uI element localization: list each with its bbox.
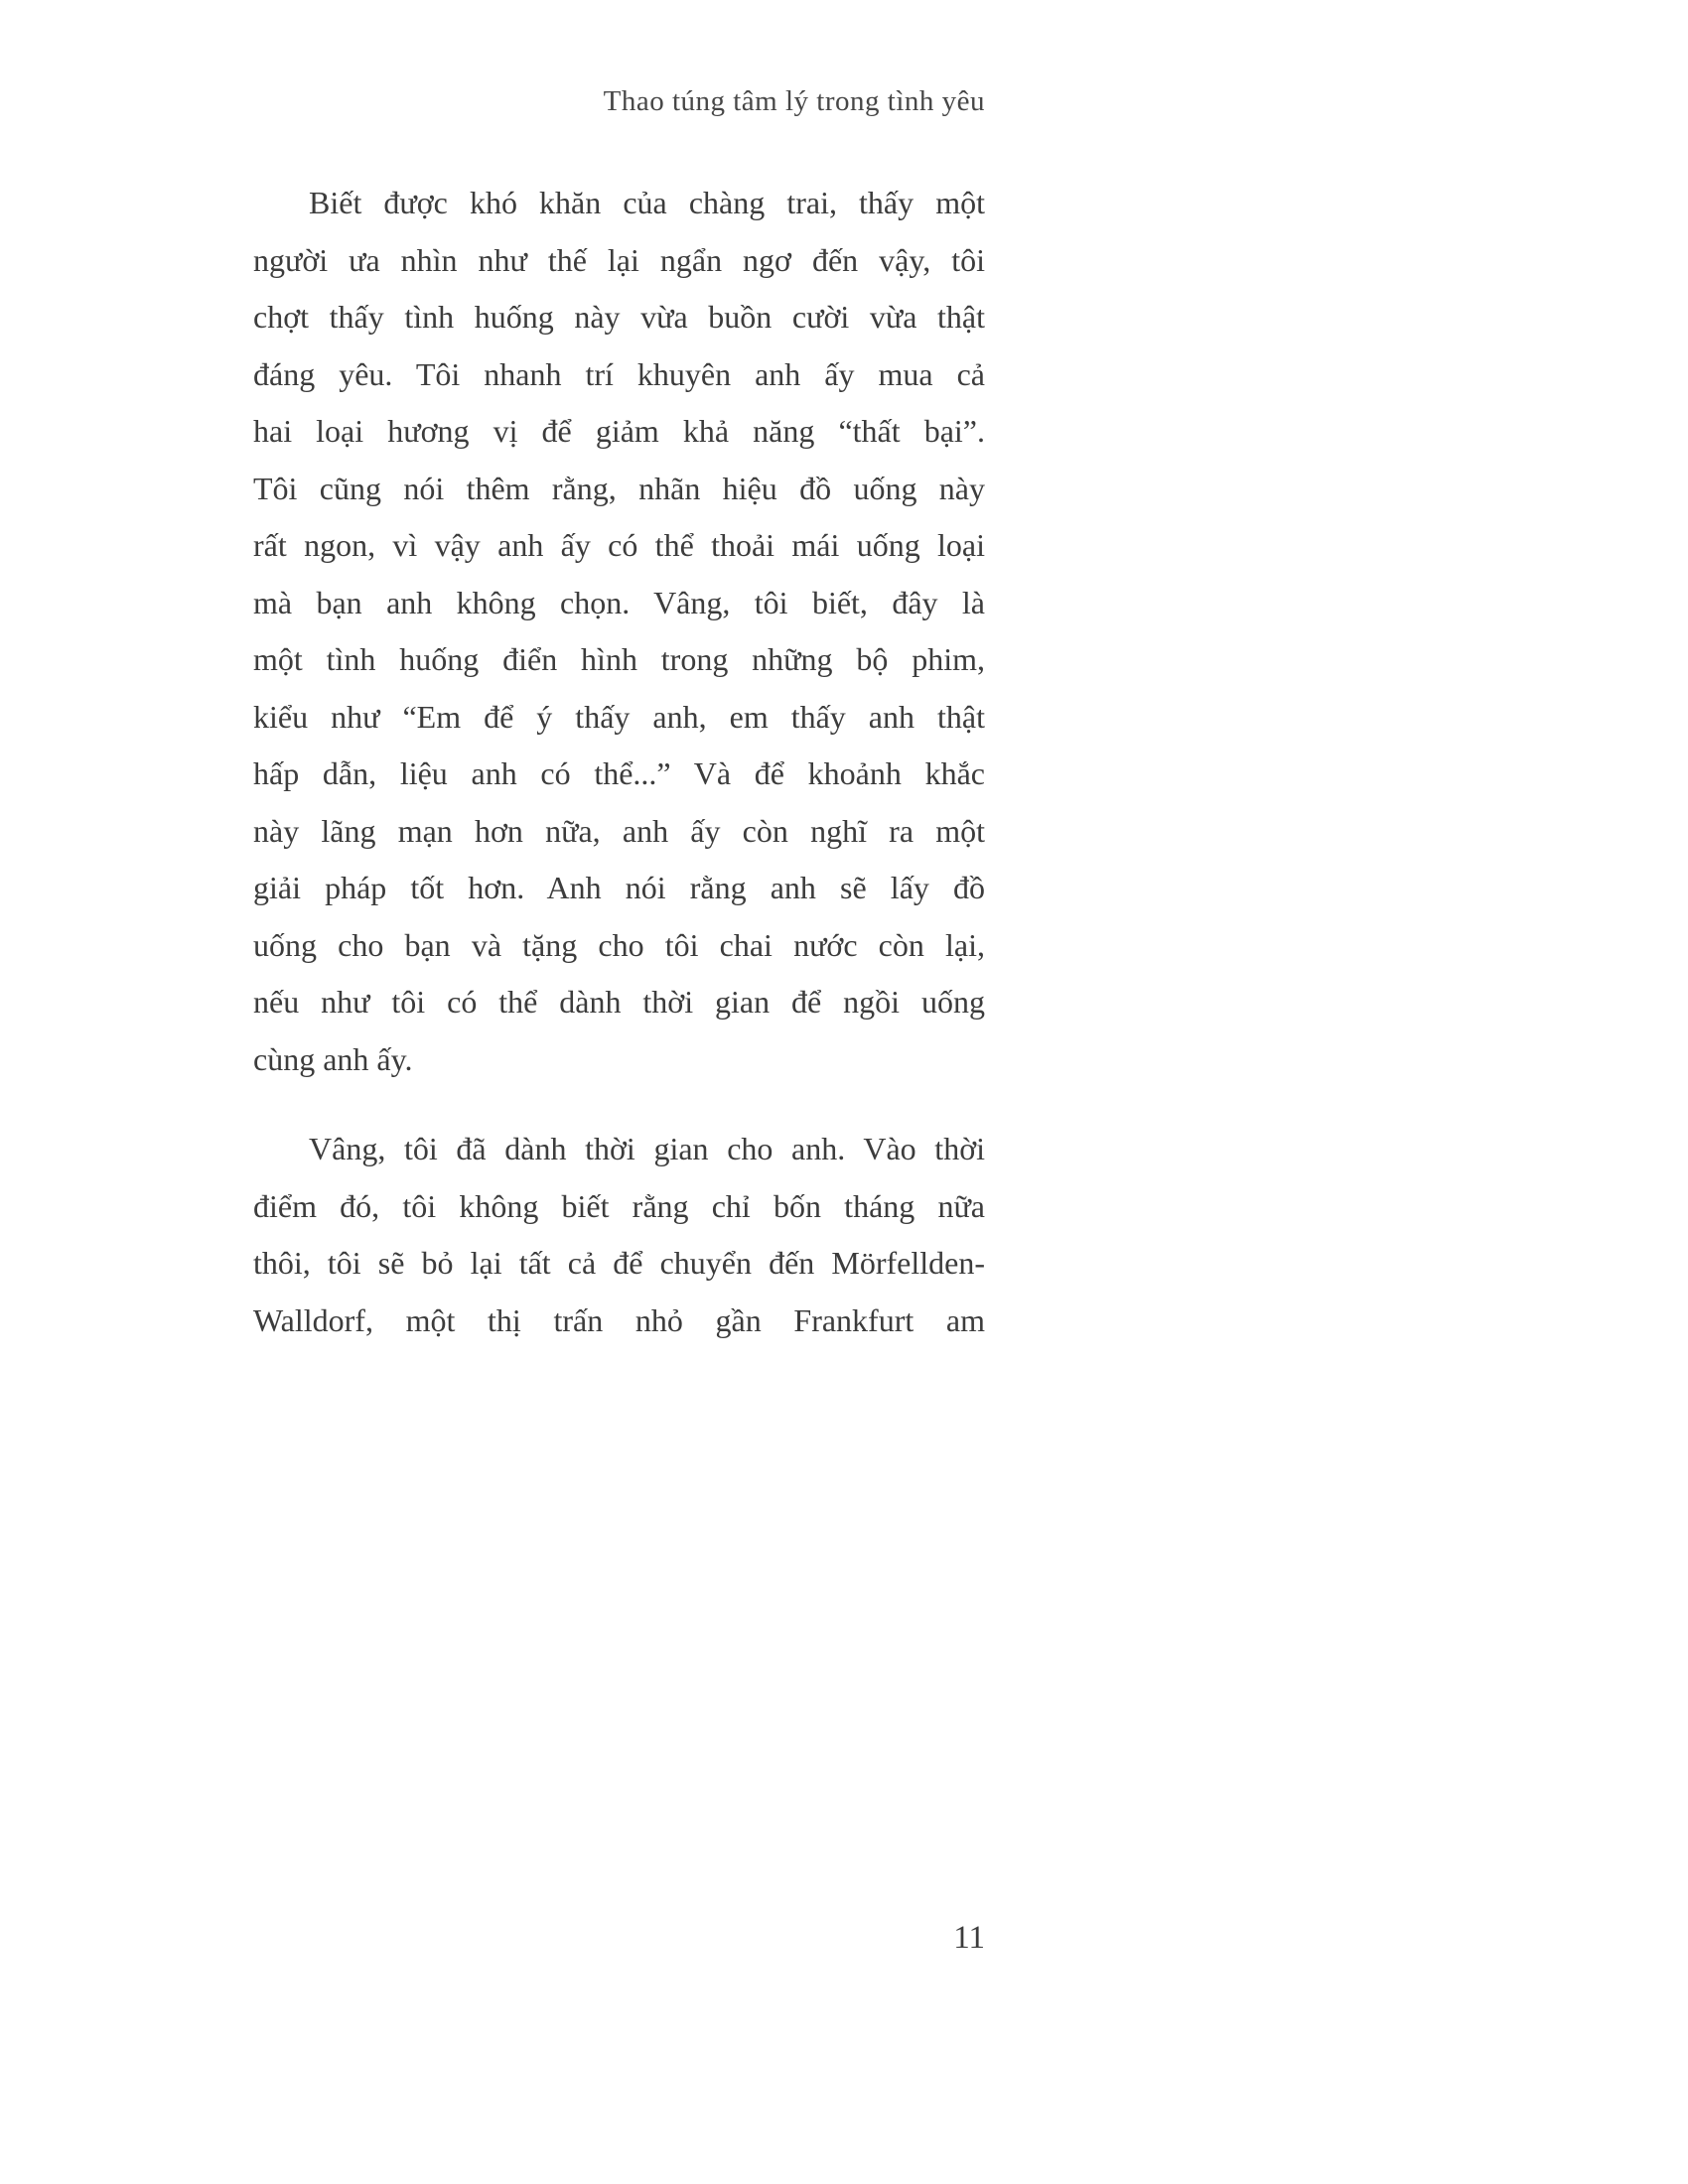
text-line: Walldorf, một thị trấn nhỏ gần Frankfurt am <box>253 1301 985 1338</box>
text-line: điểm đó, tôi không biết rằng chỉ bốn tháng nữa <box>253 1187 985 1224</box>
text-line: này lãng mạn hơn nữa, anh ấy còn nghĩ ra một <box>253 812 985 849</box>
text-line: chợt thấy tình huống này vừa buồn cười vừa thật <box>253 299 985 335</box>
text-line: nếu như tôi có thể dành thời gian để ngồi uống <box>253 984 985 1020</box>
text-line: Tôi cũng nói thêm rằng, nhãn hiệu đồ uống này <box>253 470 985 506</box>
text-line: hấp dẫn, liệu anh có thể...” Và để khoảnh khắc <box>253 755 985 791</box>
paragraph <box>253 1121 985 1349</box>
text-line: kiểu như “Em để ý thấy anh, em thấy anh thật <box>253 698 985 735</box>
text-line: rất ngon, vì vậy anh ấy có thể thoải mái uống loại <box>253 527 985 563</box>
text-line: cùng anh ấy. <box>253 1040 413 1077</box>
text-line: Vâng, tôi đã dành thời gian cho anh. Vào thời <box>309 1131 985 1166</box>
text-line: giải pháp tốt hơn. Anh nói rằng anh sẽ lấy đồ <box>253 870 985 905</box>
text-line: thôi, tôi sẽ bỏ lại tất cả để chuyển đến Mörfellden- <box>253 1245 985 1281</box>
text-line: một tình huống điển hình trong những bộ phim, <box>253 641 985 677</box>
text-line: mà bạn anh không chọn. Vâng, tôi biết, đây là <box>253 584 985 620</box>
paragraph <box>253 175 985 1088</box>
text-line: đáng yêu. Tôi nhanh trí khuyên anh ấy mua cả <box>253 355 985 392</box>
text-line: uống cho bạn và tặng cho tôi chai nước còn lại, <box>253 926 985 963</box>
text-line: hai loại hương vị để giảm khả năng “thất bại”. <box>253 413 985 449</box>
text-line: người ưa nhìn như thế lại ngẩn ngơ đến vậy, tôi <box>253 241 985 278</box>
page-number: 11 <box>953 1920 985 1956</box>
running-header: Thao túng tâm lý trong tình yêu <box>603 85 985 117</box>
text-line: Biết được khó khăn của chàng trai, thấy một <box>309 185 985 220</box>
body-text <box>253 175 985 1382</box>
